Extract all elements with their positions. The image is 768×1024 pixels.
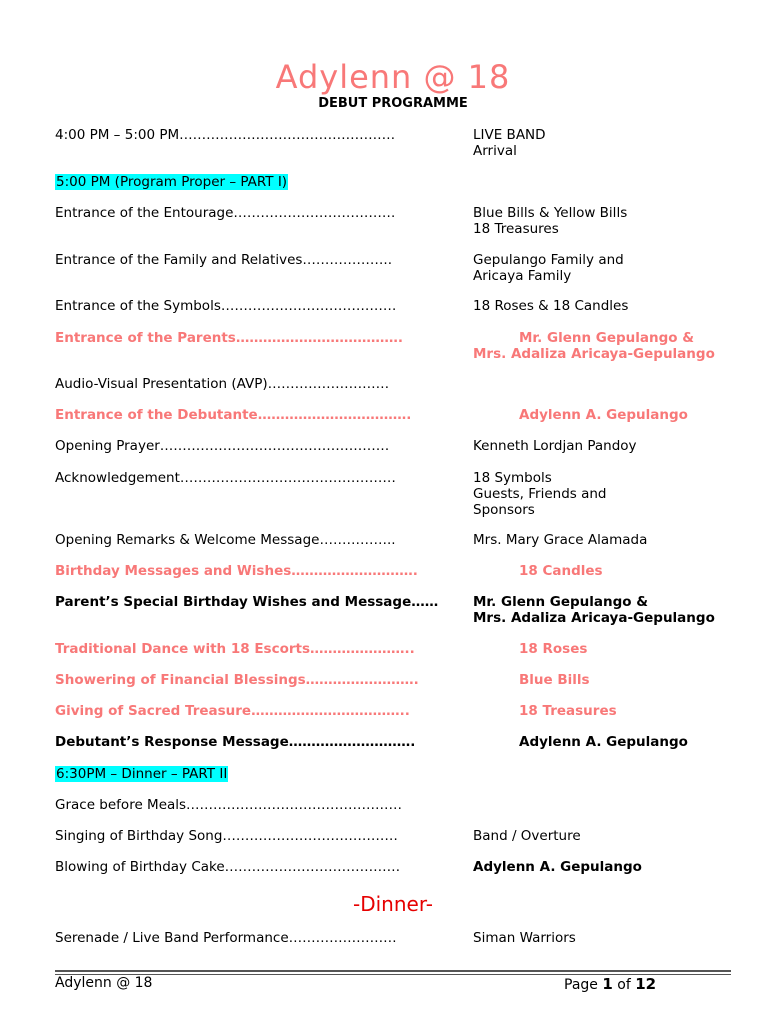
row-value: Siman Warriors (473, 930, 576, 946)
row-label: Birthday Messages and Wishes………………………. (55, 563, 418, 579)
row-value: 18 Roses & 18 Candles (473, 298, 629, 314)
row-label: Blowing of Birthday Cake………………………………… (55, 859, 401, 875)
row-value-line2: Mrs. Adaliza Aricaya-Gepulango (473, 610, 715, 626)
row-value: Adylenn A. Gepulango (473, 859, 642, 875)
row-value-line2: Aricaya Family (473, 268, 572, 284)
footer-rule (55, 970, 731, 972)
page-number (564, 975, 656, 993)
row-label: Opening Prayer…………………………………………… (55, 438, 390, 454)
row-label: Opening Remarks & Welcome Message…………….. (55, 532, 396, 548)
row-value: 18 Candles (519, 563, 603, 579)
row-value-line3: Sponsors (473, 502, 535, 518)
row-value: Mr. Glenn Gepulango & (473, 594, 649, 610)
row-value-line2: Guests, Friends and (473, 486, 607, 502)
row-label: Singing of Birthday Song………………………………… (55, 828, 398, 844)
row-value: Kenneth Lordjan Pandoy (473, 438, 637, 454)
row-label: Entrance of the Symbols………………………………… (55, 298, 397, 314)
row-value: Band / Overture (473, 828, 581, 844)
page-total: 12 (635, 975, 657, 993)
row-value: 18 Roses (519, 641, 588, 657)
row-label: Entrance of the Family and Relatives……………….. (55, 252, 393, 268)
row-value-line2: 18 Treasures (473, 221, 559, 237)
row-label: Entrance of the Debutante……………………………. (55, 407, 412, 423)
row-label: Debutant’s Response Message………………………. (55, 734, 416, 750)
section-label: 5:00 PM (Program Proper – PART I) (56, 174, 288, 190)
row-value: 18 Symbols (473, 470, 552, 486)
row-label: Showering of Financial Blessings……………………. (55, 672, 419, 688)
row-value: Blue Bills & Yellow Bills (473, 205, 628, 221)
document-title: Adylenn @ 18 (275, 58, 511, 96)
row-value-line2: Mrs. Adaliza Aricaya-Gepulango (473, 346, 715, 362)
row-label: Audio-Visual Presentation (AVP)……………………… (55, 376, 390, 392)
row-label: Serenade / Live Band Performance…………………… (55, 930, 397, 946)
row-label: Entrance of the Entourage……………………………… (55, 205, 396, 221)
section-label: 6:30PM – Dinner – PART II (56, 766, 228, 782)
row-value: Adylenn A. Gepulango (519, 407, 688, 423)
row-value: Mr. Glenn Gepulango & (519, 330, 695, 346)
row-value-line2: Arrival (473, 143, 517, 159)
row-label: Parent’s Special Birthday Wishes and Message…… (55, 594, 439, 610)
page-word: Page (564, 977, 598, 993)
row-label: Grace before Meals………………………………………… (55, 797, 403, 813)
row-value: LIVE BAND (473, 127, 546, 143)
row-label: 4:00 PM – 5:00 PM………………………………………… (55, 127, 396, 143)
row-label: Entrance of the Parents………………………………. (55, 330, 403, 346)
row-label: Giving of Sacred Treasure…………………………….. (55, 703, 410, 719)
row-value: Mrs. Mary Grace Alamada (473, 532, 648, 548)
footer-title: Adylenn @ 18 (55, 975, 153, 991)
row-label: Traditional Dance with 18 Escorts………………….. (55, 641, 415, 657)
row-value: 18 Treasures (519, 703, 617, 719)
page-current: 1 (602, 975, 613, 993)
row-label: Acknowledgement………………………………………… (55, 470, 396, 486)
row-value: Blue Bills (519, 672, 590, 688)
dinner-heading: -Dinner- (353, 892, 433, 916)
row-value: Gepulango Family and (473, 252, 624, 268)
document-subtitle: DEBUT PROGRAMME (318, 96, 468, 111)
row-value: Adylenn A. Gepulango (519, 734, 688, 750)
of-word: of (617, 977, 631, 993)
